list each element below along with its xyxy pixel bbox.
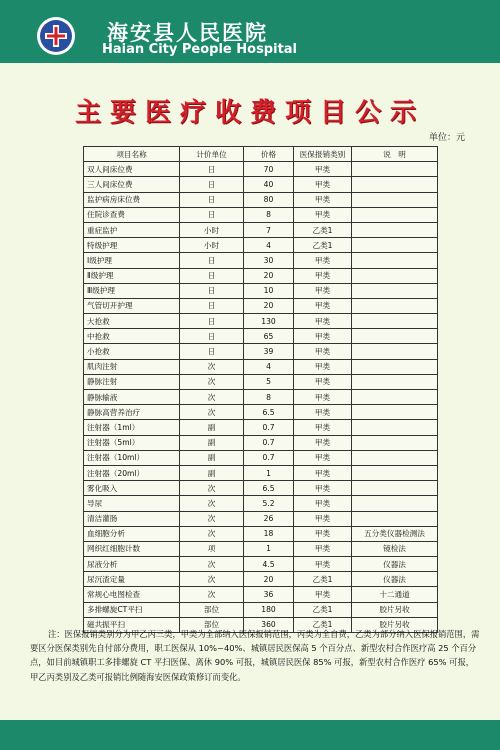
cell-item-name: 大抢救: [84, 314, 180, 329]
cell-price: 20: [244, 268, 294, 283]
cell-unit: 副: [180, 420, 244, 435]
cell-note: [352, 283, 438, 298]
cell-price: 4: [244, 359, 294, 374]
cell-item-name: Ⅰ级护理: [84, 253, 180, 268]
footnote: 注：医保报销类别分为甲乙丙三类，甲类为全部纳入医保报销范围，丙类为全自费，乙类为部分纳入医保报销范围，需要区分医保类别先自付部分费用，职工医保从 10%~40%、城镇居民医保高 5 个百分点、新型农村合作医疗高 25 个百分点，如目前城镇职工多排螺旋 CT 平扫医保、离休 90% 可报，城镇居民医保 85% 可报，新型农村合作医疗 65% 可报，甲乙丙类别及乙类可报销比例随海安医保政策修订而变化。: [30, 629, 480, 682]
cell-note: [352, 465, 438, 480]
cell-price: 5.2: [244, 496, 294, 511]
table-row: [84, 557, 438, 572]
hospital-name-en: Haian City People Hospital: [102, 42, 298, 57]
cell-unit: 小时: [180, 238, 244, 253]
table-row: [84, 222, 438, 237]
table-row: [84, 359, 438, 374]
cell-unit: 次: [180, 481, 244, 496]
cell-item-name: 尿液分析: [84, 557, 180, 572]
cell-unit: 日: [180, 298, 244, 313]
cell-item-name: 血细胞分析: [84, 526, 180, 541]
cell-insurance-category: 甲类: [294, 526, 352, 541]
cell-insurance-category: 甲类: [294, 465, 352, 480]
cell-unit: 日: [180, 177, 244, 192]
cell-note: 胶片另收: [352, 617, 438, 632]
cell-note: [352, 496, 438, 511]
cell-note: [352, 314, 438, 329]
cell-price: 6.5: [244, 481, 294, 496]
cell-unit: 日: [180, 268, 244, 283]
header-bar: [0, 0, 500, 63]
header-unit: 计价单位: [180, 147, 244, 162]
cell-unit: 次: [180, 587, 244, 602]
cell-item-name: 常规心电图检查: [84, 587, 180, 602]
cell-note: [352, 450, 438, 465]
fee-table: [83, 146, 438, 633]
cell-item-name: 中抢救: [84, 329, 180, 344]
cell-item-name: 注射器（1ml）: [84, 420, 180, 435]
table-row: [84, 405, 438, 420]
table-header-row: [84, 147, 438, 162]
cell-item-name: Ⅲ级护理: [84, 283, 180, 298]
cell-insurance-category: 乙类1: [294, 222, 352, 237]
cell-insurance-category: 乙类1: [294, 238, 352, 253]
cell-item-name: 尿沉渣定量: [84, 572, 180, 587]
cell-price: 130: [244, 314, 294, 329]
cell-price: 0.7: [244, 435, 294, 450]
cell-note: [352, 329, 438, 344]
table-row: [84, 207, 438, 222]
cell-item-name: 网织红细胞计数: [84, 541, 180, 556]
cell-note: 仪器法: [352, 557, 438, 572]
cell-item-name: 小抢救: [84, 344, 180, 359]
cell-insurance-category: 甲类: [294, 283, 352, 298]
table-row: [84, 162, 438, 177]
cell-unit: 部位: [180, 617, 244, 632]
cell-insurance-category: 甲类: [294, 268, 352, 283]
unit-label: 单位：元: [428, 133, 465, 143]
cell-note: 镜检法: [352, 541, 438, 556]
cell-item-name: 静脉输液: [84, 390, 180, 405]
table-row: [84, 481, 438, 496]
cell-note: [352, 253, 438, 268]
cell-price: 6.5: [244, 405, 294, 420]
table-row: [84, 283, 438, 298]
cell-price: 0.7: [244, 450, 294, 465]
cell-unit: 副: [180, 450, 244, 465]
cell-insurance-category: 甲类: [294, 450, 352, 465]
header-note: 说 明: [352, 147, 438, 162]
cell-unit: 日: [180, 162, 244, 177]
cell-unit: 部位: [180, 602, 244, 617]
cell-note: [352, 192, 438, 207]
table-body: [84, 162, 438, 633]
cell-item-name: 注射器（5ml）: [84, 435, 180, 450]
cell-price: 30: [244, 253, 294, 268]
cell-unit: 次: [180, 496, 244, 511]
cell-insurance-category: 甲类: [294, 435, 352, 450]
cell-insurance-category: 甲类: [294, 192, 352, 207]
cell-insurance-category: 甲类: [294, 359, 352, 374]
table-row: [84, 177, 438, 192]
cell-price: 360: [244, 617, 294, 632]
cell-note: [352, 162, 438, 177]
table-row: [84, 541, 438, 556]
cell-price: 80: [244, 192, 294, 207]
table-row: [84, 298, 438, 313]
table-row: [84, 465, 438, 480]
table-row: [84, 511, 438, 526]
cell-note: [352, 344, 438, 359]
cell-insurance-category: 甲类: [294, 420, 352, 435]
cell-insurance-category: 甲类: [294, 207, 352, 222]
cell-item-name: Ⅱ级护理: [84, 268, 180, 283]
cell-item-name: 三人间床位费: [84, 177, 180, 192]
cell-price: 7: [244, 222, 294, 237]
table-row: [84, 572, 438, 587]
cell-note: [352, 298, 438, 313]
table-row: [84, 374, 438, 389]
cell-unit: 次: [180, 405, 244, 420]
footer-bar: [0, 720, 500, 750]
cell-item-name: 肌肉注射: [84, 359, 180, 374]
cell-item-name: 监护病房床位费: [84, 192, 180, 207]
cell-insurance-category: 甲类: [294, 511, 352, 526]
cell-unit: 日: [180, 344, 244, 359]
cell-insurance-category: 甲类: [294, 587, 352, 602]
cell-insurance-category: 甲类: [294, 405, 352, 420]
cell-price: 39: [244, 344, 294, 359]
cell-item-name: 特级护理: [84, 238, 180, 253]
cell-note: [352, 481, 438, 496]
cell-price: 180: [244, 602, 294, 617]
cell-price: 26: [244, 511, 294, 526]
cell-note: 仪器法: [352, 572, 438, 587]
cell-note: [352, 435, 438, 450]
cell-insurance-category: 乙类1: [294, 572, 352, 587]
cell-price: 0.7: [244, 420, 294, 435]
cell-note: 五分类仪器检测法: [352, 526, 438, 541]
cell-insurance-category: 乙类1: [294, 602, 352, 617]
cell-unit: 小时: [180, 222, 244, 237]
table-row: [84, 390, 438, 405]
cell-price: 20: [244, 572, 294, 587]
cell-insurance-category: 甲类: [294, 481, 352, 496]
cell-unit: 项: [180, 541, 244, 556]
cell-item-name: 注射器（10ml）: [84, 450, 180, 465]
cell-price: 1: [244, 465, 294, 480]
cell-unit: 日: [180, 283, 244, 298]
cell-price: 65: [244, 329, 294, 344]
table-row: [84, 344, 438, 359]
cell-note: [352, 390, 438, 405]
cell-item-name: 清洁灌肠: [84, 511, 180, 526]
cell-item-name: 导尿: [84, 496, 180, 511]
table-row: [84, 253, 438, 268]
cell-item-name: 双人间床位费: [84, 162, 180, 177]
cell-price: 20: [244, 298, 294, 313]
cell-insurance-category: 甲类: [294, 557, 352, 572]
cell-note: 十二通道: [352, 587, 438, 602]
table-row: [84, 314, 438, 329]
table-row: [84, 450, 438, 465]
cell-insurance-category: 甲类: [294, 162, 352, 177]
cell-price: 40: [244, 177, 294, 192]
cell-item-name: 气管切开护理: [84, 298, 180, 313]
cell-item-name: 磁共振平扫: [84, 617, 180, 632]
table-row: [84, 192, 438, 207]
cell-insurance-category: 乙类1: [294, 617, 352, 632]
cell-unit: 日: [180, 314, 244, 329]
cell-item-name: 雾化吸入: [84, 481, 180, 496]
cell-note: [352, 359, 438, 374]
hospital-logo-icon: [36, 16, 76, 56]
cell-price: 8: [244, 207, 294, 222]
cell-note: [352, 268, 438, 283]
header-insurance-category: 医保报销类别: [294, 147, 352, 162]
cell-item-name: 住院诊查费: [84, 207, 180, 222]
cell-unit: 次: [180, 511, 244, 526]
cell-insurance-category: 甲类: [294, 496, 352, 511]
table-row: [84, 602, 438, 617]
cell-note: [352, 405, 438, 420]
hospital-name-cn: 海安县人民医院: [107, 21, 268, 45]
cell-price: 36: [244, 587, 294, 602]
table-row: [84, 238, 438, 253]
table-row: [84, 526, 438, 541]
cell-item-name: 注射器（20ml）: [84, 465, 180, 480]
cell-price: 18: [244, 526, 294, 541]
cell-item-name: 多排螺旋CT平扫: [84, 602, 180, 617]
cell-note: [352, 238, 438, 253]
header-price: 价格: [244, 147, 294, 162]
cell-unit: 日: [180, 253, 244, 268]
cell-price: 8: [244, 390, 294, 405]
cell-note: 胶片另收: [352, 602, 438, 617]
cell-insurance-category: 甲类: [294, 329, 352, 344]
cell-item-name: 重症监护: [84, 222, 180, 237]
cell-price: 5: [244, 374, 294, 389]
cell-insurance-category: 甲类: [294, 298, 352, 313]
cell-note: [352, 177, 438, 192]
cell-unit: 日: [180, 207, 244, 222]
cell-item-name: 静脉高营养治疗: [84, 405, 180, 420]
cell-unit: 日: [180, 329, 244, 344]
table-row: [84, 420, 438, 435]
table-row: [84, 268, 438, 283]
cell-insurance-category: 甲类: [294, 177, 352, 192]
table-row: [84, 496, 438, 511]
cell-unit: 次: [180, 359, 244, 374]
cell-unit: 次: [180, 572, 244, 587]
cell-unit: 次: [180, 557, 244, 572]
table-row: [84, 587, 438, 602]
cell-note: [352, 207, 438, 222]
cell-price: 1: [244, 541, 294, 556]
cell-unit: 日: [180, 192, 244, 207]
header-item-name: 项目名称: [84, 147, 180, 162]
cell-price: 70: [244, 162, 294, 177]
cell-unit: 副: [180, 435, 244, 450]
cell-unit: 次: [180, 390, 244, 405]
cell-price: 4: [244, 238, 294, 253]
cell-insurance-category: 甲类: [294, 390, 352, 405]
table-row: [84, 435, 438, 450]
cell-price: 10: [244, 283, 294, 298]
cell-note: [352, 374, 438, 389]
cell-note: [352, 511, 438, 526]
cell-insurance-category: 甲类: [294, 374, 352, 389]
cell-note: [352, 222, 438, 237]
cell-insurance-category: 甲类: [294, 344, 352, 359]
table-row: [84, 329, 438, 344]
cell-item-name: 静脉注射: [84, 374, 180, 389]
cell-insurance-category: 甲类: [294, 541, 352, 556]
cell-note: [352, 420, 438, 435]
cell-unit: 次: [180, 526, 244, 541]
page-title: 主要医疗收费项目公示: [74, 98, 425, 128]
cell-insurance-category: 甲类: [294, 314, 352, 329]
cell-unit: 次: [180, 374, 244, 389]
cell-price: 4.5: [244, 557, 294, 572]
cell-unit: 副: [180, 465, 244, 480]
cell-insurance-category: 甲类: [294, 253, 352, 268]
